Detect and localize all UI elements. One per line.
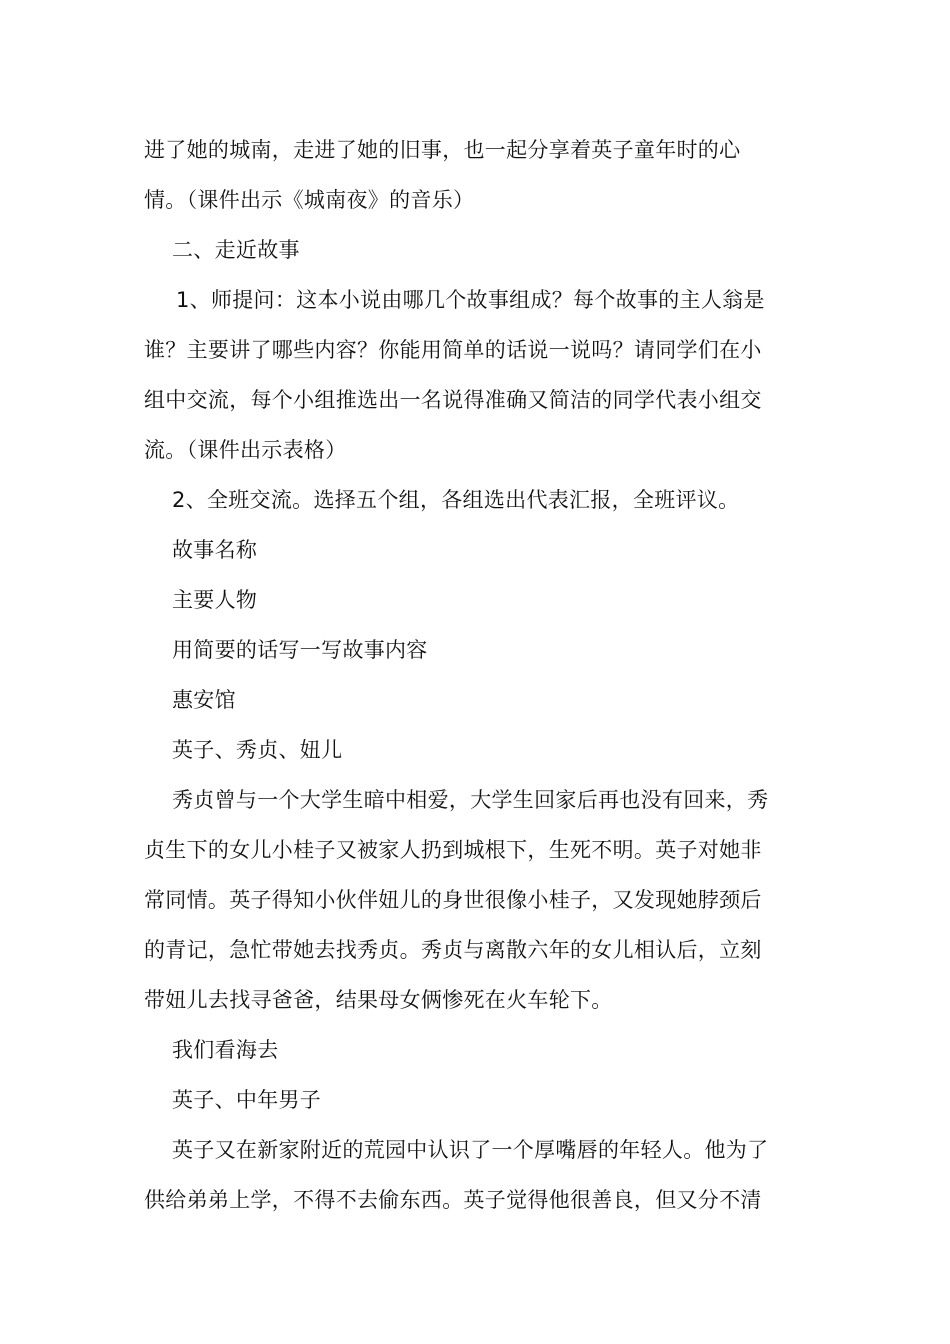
paragraph-line: 情。（课件出示《城南夜》的音乐） xyxy=(144,188,475,212)
story-characters: 英子、中年男子 xyxy=(172,1088,322,1112)
paragraph-line: 英子又在新家附近的荒园中认识了一个厚嘴唇的年轻人。他为了 xyxy=(172,1138,769,1162)
paragraph-line: 流。（课件出示表格） xyxy=(144,438,347,462)
section-heading: 二、走近故事 xyxy=(172,238,300,262)
paragraph-line: 秀贞曾与一个大学生暗中相爱，大学生回家后再也没有回来，秀 xyxy=(172,788,769,812)
paragraph-line: 带妞儿去找寻爸爸，结果母女俩惨死在火车轮下。 xyxy=(144,988,613,1012)
paragraph-line: 2、全班交流。选择五个组，各组选出代表汇报，全班评议。 xyxy=(172,488,740,512)
table-header-story-name: 故事名称 xyxy=(172,538,258,562)
paragraph-line: 贞生下的女儿小桂子又被家人扔到城根下，生死不明。英子对她非 xyxy=(144,838,762,862)
paragraph-line: 进了她的城南，走进了她的旧事，也一起分享着英子童年时的心 xyxy=(144,138,741,162)
paragraph-line: 组中交流，每个小组推选出一名说得准确又简洁的同学代表小组交 xyxy=(144,388,762,412)
story-name: 我们看海去 xyxy=(172,1038,279,1062)
story-characters: 英子、秀贞、妞儿 xyxy=(172,738,343,762)
story-name: 惠安馆 xyxy=(172,688,236,712)
table-header-story-content: 用简要的话写一写故事内容 xyxy=(172,638,428,662)
paragraph-line: 谁？主要讲了哪些内容？你能用简单的话说一说吗？请同学们在小 xyxy=(144,338,762,362)
paragraph-line: 1、师提问：这本小说由哪几个故事组成？每个故事的主人翁是 xyxy=(176,288,765,312)
paragraph-line: 的青记，急忙带她去找秀贞。秀贞与离散六年的女儿相认后，立刻 xyxy=(144,938,762,962)
paragraph-line: 常同情。英子得知小伙伴妞儿的身世很像小桂子，又发现她脖颈后 xyxy=(144,888,762,912)
paragraph-line: 供给弟弟上学，不得不去偷东西。英子觉得他很善良，但又分不清 xyxy=(144,1188,762,1212)
table-header-main-characters: 主要人物 xyxy=(172,588,258,612)
